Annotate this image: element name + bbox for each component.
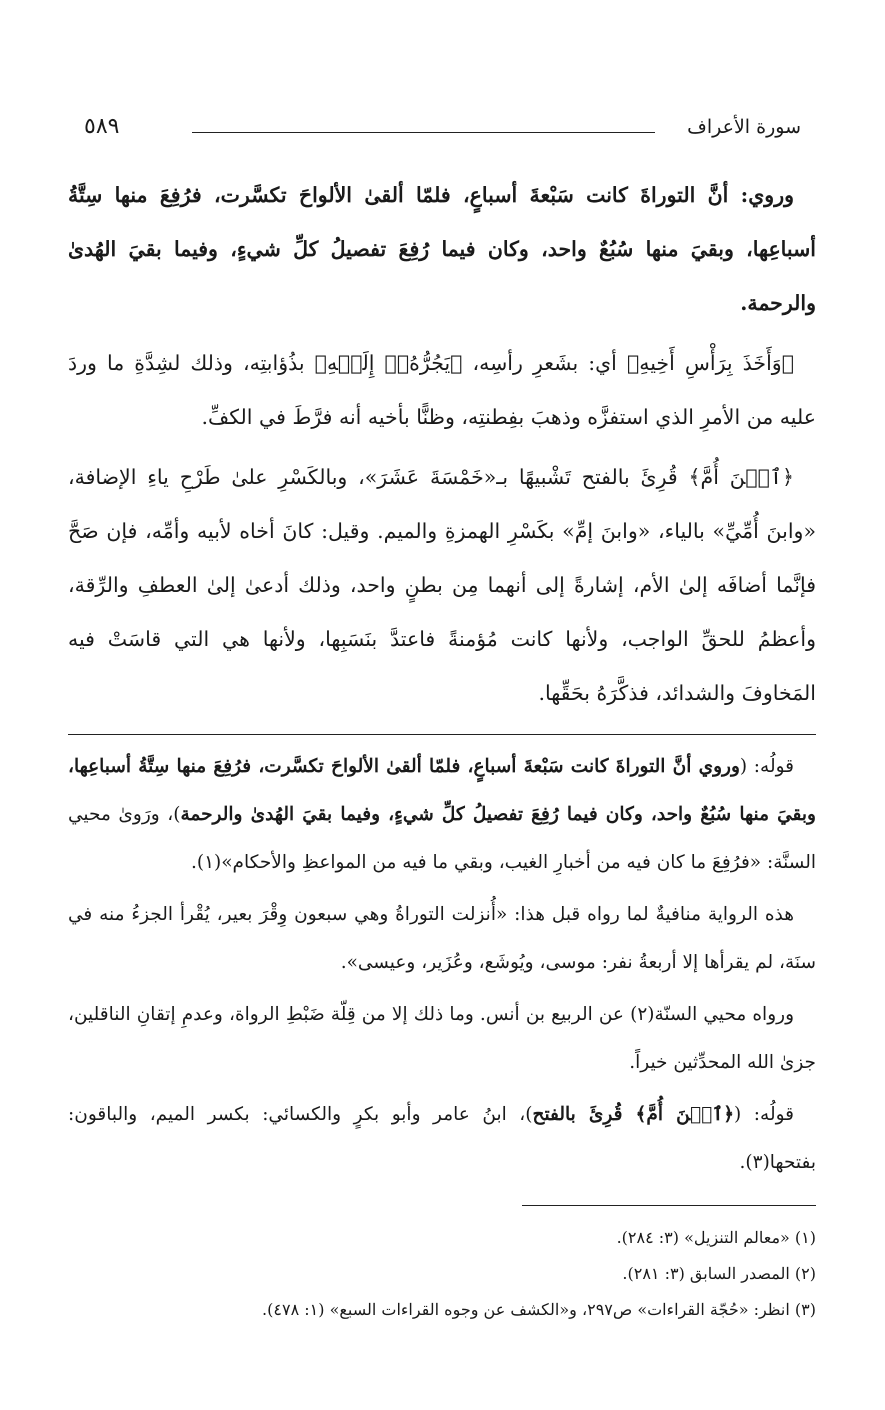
commentary-quote: ﴿ٱبۡنَ أُمَّ﴾ قُرِئَ بالفتح xyxy=(532,1104,735,1125)
page-number: ٥٨٩ xyxy=(84,114,120,139)
surah-title: سورة الأعراف xyxy=(687,116,801,138)
main-paragraph-3: ﴿ٱبۡنَ أُمَّ﴾ قُرِئَ بالفتح تَشْبيهًا بـ«خَمْسَةَ عَشَرَ»، وبالكَسْرِ علىٰ طَرْحِ ياءِ الإضافة، «وابنَ أُمِّيِّ» بالياء، «وابنَ إمِّ» بكَسْرِ الهمزةِ والميم. وقيل: كانَ أخاه لأبيه وأمِّه، فإن صَحَّ فإنَّما أضافَه إلىٰ الأم، إشارةً إلى أنهما مِن بطنٍ واحد، وذلك أدعىٰ إلىٰ العطفِ والرِّقة، وأعظمُ للحقِّ الواجب، ولأنها كانت مُؤمنةً فاعتدَّ بنَسَبِها، ولأنها هي التي قاسَتْ فيه المَخاوفَ والشدائد، فذكَّرَهُ بحَقِّها. xyxy=(68,465,816,705)
footnote-2: (٢) المصدر السابق (٣: ٢٨١). xyxy=(622,1264,816,1283)
commentary-text: )، ورَوىٰ محيي السنَّة: «فرُفِعَ ما كان فيه من أخبارِ الغيب، وبقي ما فيه من المواعظِ والأحكام»(١). xyxy=(68,804,816,873)
commentary-paragraph-2: هذه الرواية منافيةٌ لما رواه قبل هذا: «أُنزلت التوراةُ وهي سبعون وِقْرَ بعير، يُقْرأ الجزءُ منه في سنَة، لم يقرأها إلا أربعةُ نفر: موسى، ويُوشَع، وعُزَير، وعيسى». xyxy=(68,904,816,973)
commentary-lead: قولُه: ( xyxy=(739,756,794,777)
commentary-paragraph-1 xyxy=(68,743,816,887)
main-paragraph-1: وروي: أنَّ التوراةَ كانت سَبْعةَ أسباعٍ، فلمّا ألقىٰ الألواحَ تكسَّرت، فرُفِعَ منها سِتَّةُ أسباعِها، وبقيَ منها سُبُعٌ واحد، وكان فيما رُفِعَ تفصيلُ كلِّ شيءٍ، وفيما بقيَ الهُدىٰ والرحمة. xyxy=(68,183,816,315)
commentary-text: )، ابنُ عامر وأبو بكرٍ والكسائي: بكسر الميم، والباقون: بفتحها(٣). xyxy=(68,1104,816,1173)
page-content xyxy=(68,168,816,1328)
header-rule xyxy=(192,132,655,133)
section-divider xyxy=(68,734,816,735)
commentary-quote: وروي أنَّ التوراةَ كانت سَبْعةَ أسباعٍ، فلمّا ألقىٰ الألواحَ تكسَّرت، فرُفِعَ منها سِتَّةُ أسباعِها، وبقيَ منها سُبُعٌ واحد، وكان فيما رُفِعَ تفصيلُ كلِّ شيءٍ، وفيما بقيَ الهُدىٰ والرحمة xyxy=(68,756,816,825)
footnote-rule xyxy=(522,1205,816,1206)
commentary-paragraph-3: ورواه محيي السنّة(٢) عن الربيع بن أنس. وما ذلك إلا من قِلّة ضَبْطِ الرواة، وعدمِ إتقانِ الناقلين، جزىٰ الله المحدِّثين خيراً. xyxy=(68,1004,816,1073)
main-paragraph-2: ﴿وَأَخَذَ بِرَأْسِ أَخِيهِ﴾ أي: بشَعرِ رأسِه، ﴿يَجُرُّهُۥٓ إِلَيۡهِ﴾ بذُؤابتِه، وذلك لشِدَّةِ ما وردَ عليه من الأمرِ الذي استفزَّه وذهبَ بفِطنتِه، وظنًّا بأخيه أنه فرَّطَ في الكفِّ. xyxy=(68,351,816,429)
page-header xyxy=(84,112,801,146)
footnote-1: (١) «معالم التنزيل» (٣: ٢٨٤). xyxy=(616,1228,816,1247)
footnote-3: (٣) انظر: «حُجّة القراءات» ص٢٩٧، و«الكشف عن وجوه القراءات السبع» (١: ٤٧٨). xyxy=(262,1300,816,1319)
commentary-paragraph-4 xyxy=(68,1091,816,1187)
commentary-lead: قولُه: ( xyxy=(734,1104,794,1125)
